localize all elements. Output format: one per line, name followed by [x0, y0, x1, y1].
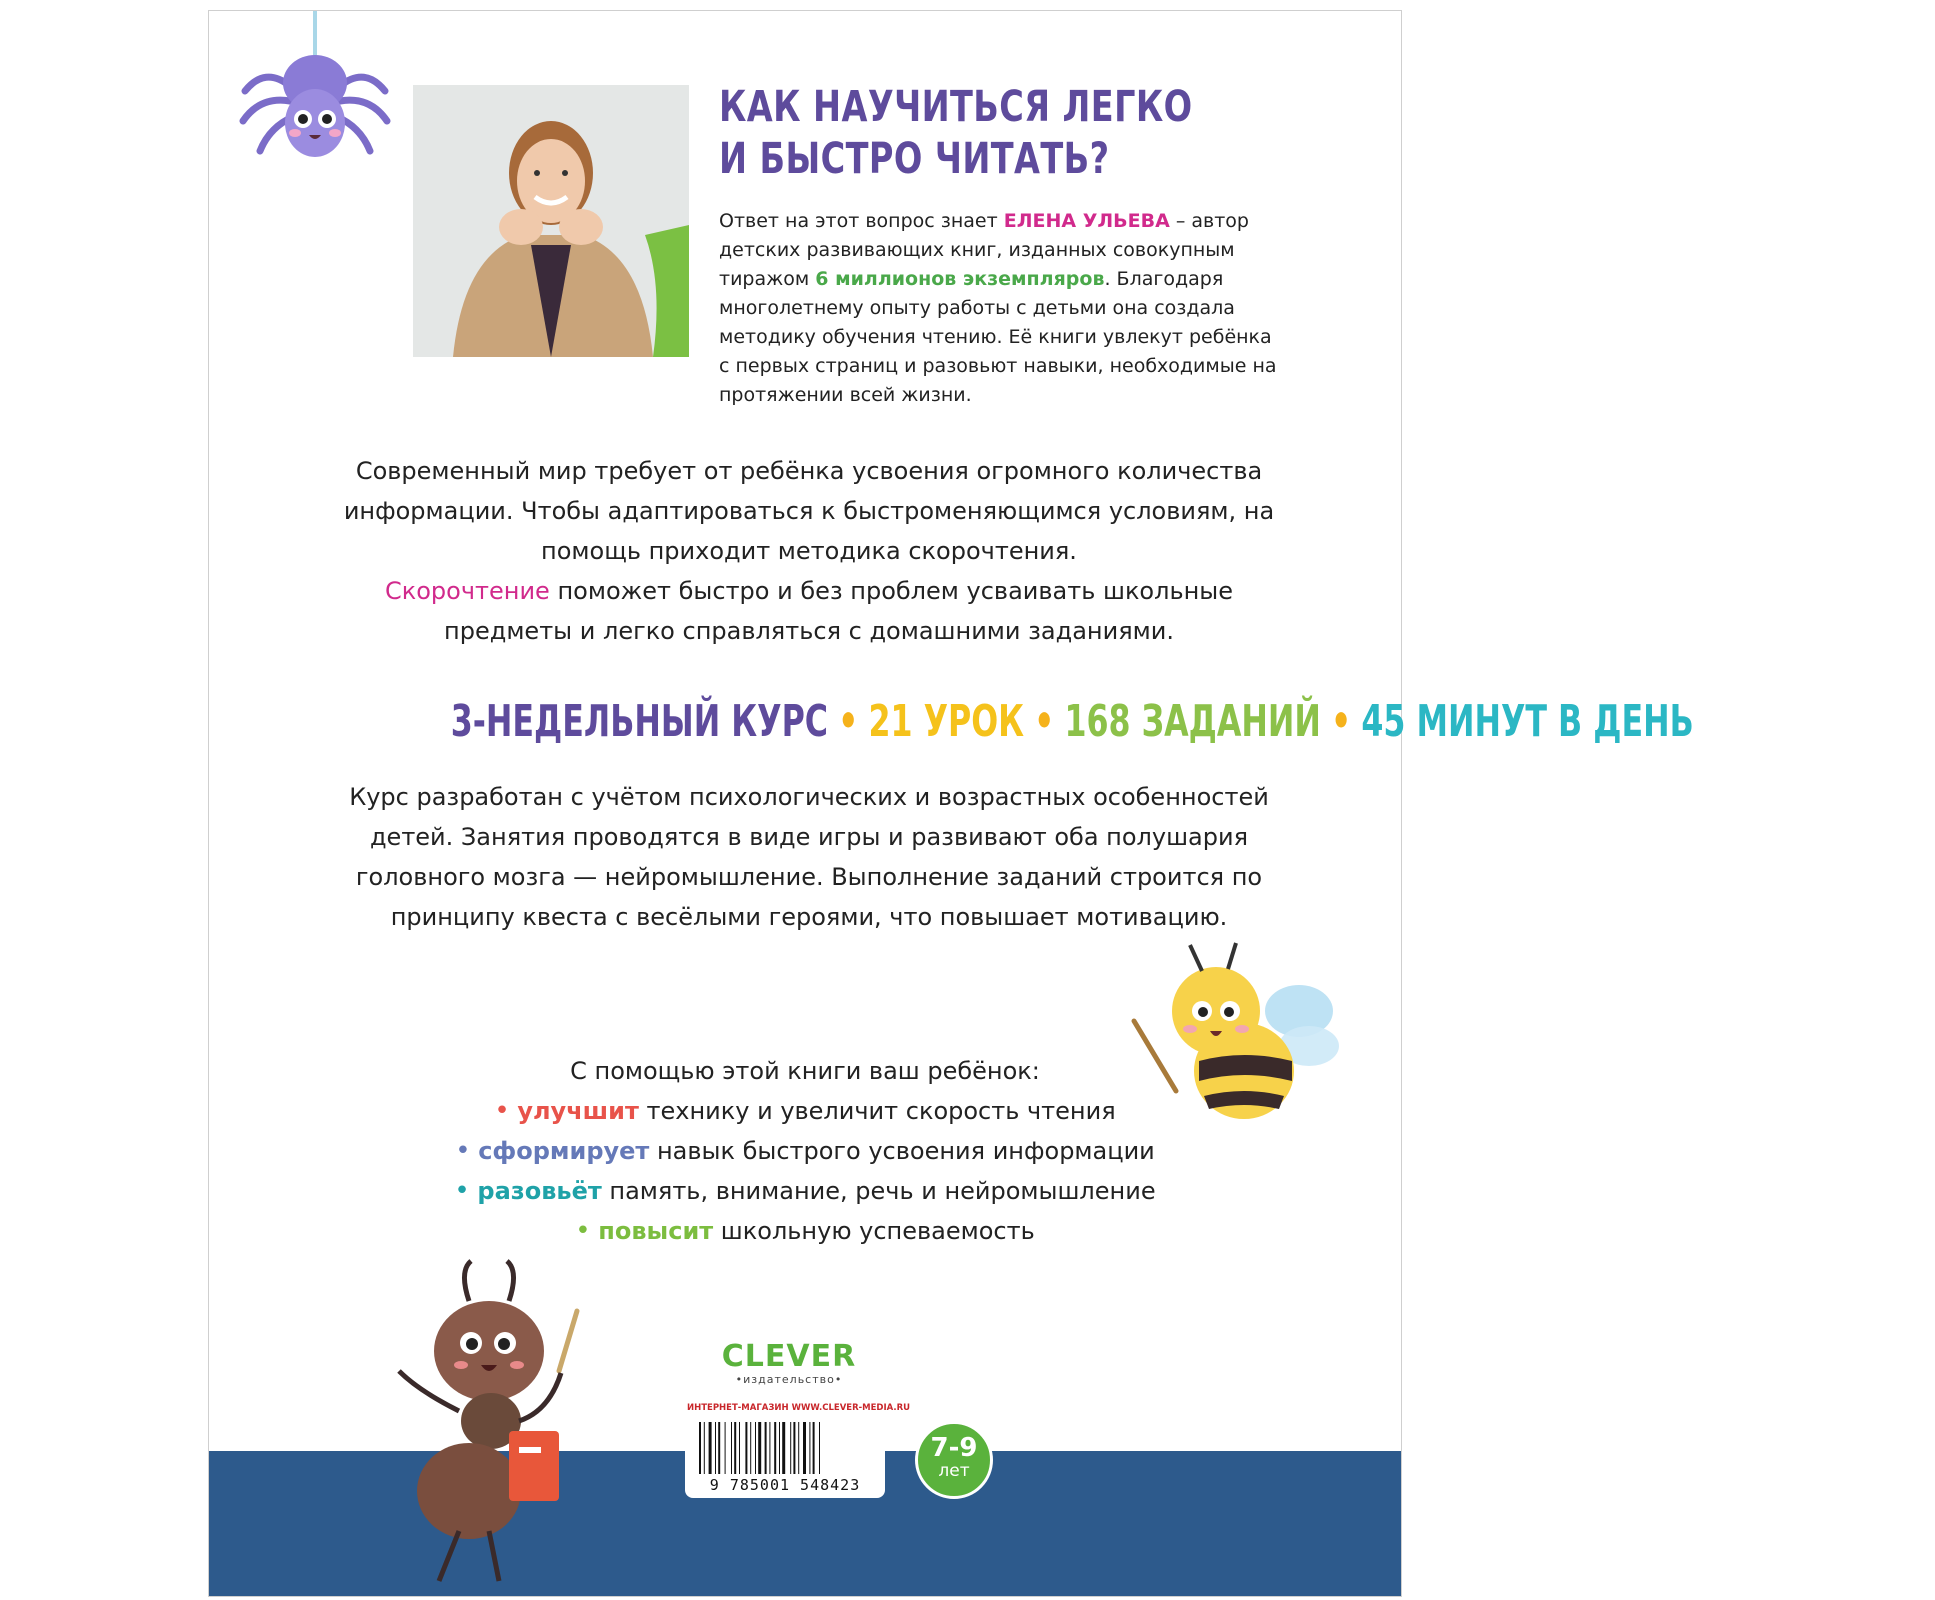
barcode-bar: [782, 1422, 785, 1474]
benefit-text: память, внимание, речь и нейромышление: [601, 1177, 1156, 1205]
bullet: •: [454, 1176, 470, 1206]
list-item: [209, 1091, 1401, 1131]
barcode-bar: [779, 1422, 780, 1474]
barcode: [685, 1416, 885, 1498]
barcode-bar: [774, 1422, 776, 1474]
barcode-bar: [769, 1422, 770, 1474]
barcode-bar: [809, 1422, 810, 1474]
intro-highlight: Скорочтение: [384, 577, 550, 605]
benefit-keyword: улучшит: [517, 1097, 639, 1125]
barcode-bar: [731, 1422, 732, 1474]
barcode-bar: [793, 1422, 795, 1474]
list-item: [209, 1211, 1401, 1251]
barcode-bar: [734, 1422, 736, 1474]
barcode-bar: [709, 1422, 712, 1474]
spider-icon: [235, 11, 395, 161]
stat-separator: •: [1034, 696, 1055, 747]
barcode-bar: [750, 1422, 751, 1474]
bullet: •: [575, 1216, 591, 1246]
author-copies: 6 миллионов экземпляров: [815, 268, 1105, 290]
barcode-bar: [699, 1422, 701, 1474]
benefit-text: навык быстрого усвоения информации: [649, 1137, 1155, 1165]
shop-url: ИНТЕРНЕТ-МАГАЗИН WWW.CLEVER-MEDIA.RU: [687, 1403, 911, 1413]
benefits-heading: С помощью этой книги ваш ребёнок:: [570, 1057, 1040, 1085]
list-item: [209, 1131, 1401, 1171]
benefit-text: школьную успеваемость: [713, 1217, 1035, 1245]
stat-lessons: 21 УРОК: [868, 696, 1025, 747]
barcode-bar: [790, 1422, 791, 1474]
barcode-bar: [765, 1422, 767, 1474]
stat-course: 3-НЕДЕЛЬНЫЙ КУРС: [450, 696, 829, 747]
benefit-keyword: повысит: [598, 1217, 714, 1245]
author-description: [719, 207, 1279, 410]
ant-icon: [399, 1261, 609, 1591]
intro-text: Современный мир требует от ребёнка усвоения огромного количества информации. Чтобы адаптироваться к быстроменяющимся условиям, на помощь приходит методика скорочтения.: [343, 457, 1275, 565]
cover-title: [719, 81, 1193, 185]
barcode-bar: [715, 1422, 716, 1474]
barcode-bar: [739, 1422, 740, 1474]
stat-separator: •: [838, 696, 859, 747]
title-line-1: КАК НАУЧИТЬСЯ ЛЕГКО: [719, 82, 1193, 132]
logo-subtitle: •издательство•: [735, 1373, 843, 1386]
barcode-bar: [718, 1422, 720, 1474]
intro-paragraph: [329, 451, 1289, 651]
logo-wordmark: CLEVER: [721, 1339, 857, 1374]
benefit-keyword: сформирует: [478, 1137, 650, 1165]
benefits-list: [209, 1051, 1401, 1251]
isbn-number: 9 785001 548423: [709, 1476, 861, 1494]
bullet: •: [494, 1096, 510, 1126]
barcode-bar: [798, 1422, 799, 1474]
author-bio: – автор детских развивающих книг, изданных совокупным тиражом: [719, 210, 1249, 290]
bullet: •: [455, 1136, 471, 1166]
barcode-bar: [755, 1422, 756, 1474]
course-stats: [209, 696, 1694, 747]
barcode-bar: [745, 1422, 747, 1474]
age-unit: лет: [938, 1461, 970, 1481]
author-bio-rest: . Благодаря многолетнему опыту работы с детьми она создала методику обучения чтению. Её книги увлекут ребёнка с первых страниц и разовьют навыки, необходимые на протяжении всей жизни.: [719, 268, 1277, 406]
barcode-bar: [819, 1422, 820, 1474]
stat-separator: •: [1330, 696, 1352, 747]
age-range: 7-9: [930, 1433, 978, 1463]
author-intro: Ответ на этот вопрос знает: [719, 210, 1004, 232]
book-back-cover: [208, 10, 1694, 1597]
barcode-bar: [803, 1422, 806, 1474]
age-badge: [915, 1421, 993, 1499]
barcode-bar: [758, 1422, 761, 1474]
publisher-logo: [719, 1341, 859, 1386]
benefit-text: технику и увеличит скорость чтения: [638, 1097, 1116, 1125]
title-line-2: И БЫСТРО ЧИТАТЬ?: [719, 134, 1110, 184]
barcode-bar: [704, 1422, 705, 1474]
stat-time: 45 МИНУТ В ДЕНЬ: [1361, 696, 1694, 747]
author-name: ЕЛЕНА УЛЬЕВА: [1003, 210, 1170, 232]
stat-tasks: 168 ЗАДАНИЙ: [1064, 696, 1321, 747]
barcode-bar: [813, 1422, 815, 1474]
course-paragraph: Курс разработан с учётом психологических и возрастных особенностей детей. Занятия проводятся в виде игры и развивают оба полушария головного мозга — нейромышление. Выполнение заданий строится по принципу квеста с весёлыми героями, что повышает мотивацию.: [349, 783, 1269, 931]
list-item: [209, 1171, 1401, 1211]
author-photo: [413, 85, 689, 357]
benefit-keyword: разовьёт: [477, 1177, 602, 1205]
barcode-bars: [699, 1422, 871, 1474]
intro-tail: поможет быстро и без проблем усваивать школьные предметы и легко справляться с домашними заданиями.: [444, 577, 1234, 645]
barcode-bar: [725, 1422, 726, 1474]
